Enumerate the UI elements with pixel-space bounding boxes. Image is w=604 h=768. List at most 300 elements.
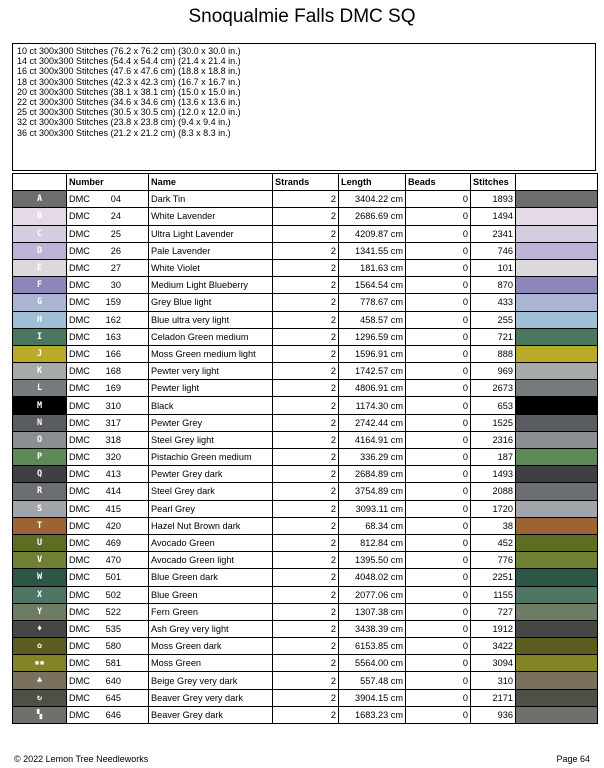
symbol-cell: Y	[13, 603, 67, 620]
length-cell: 1341.55 cm	[339, 242, 406, 259]
floss-code: 580	[105, 641, 121, 652]
length-cell: 557.48 cm	[339, 672, 406, 689]
number-cell	[67, 517, 149, 534]
brand-label: DMC	[69, 383, 90, 394]
number-cell	[67, 500, 149, 517]
color-swatch	[516, 569, 598, 586]
length-cell: 1174.30 cm	[339, 397, 406, 414]
beads-cell: 0	[406, 449, 471, 466]
floss-code: 469	[105, 538, 121, 549]
color-swatch	[516, 466, 598, 483]
stitches-cell: 452	[471, 534, 516, 551]
stitches-cell: 38	[471, 517, 516, 534]
number-cell	[67, 552, 149, 569]
number-cell	[67, 225, 149, 242]
floss-code: 470	[105, 555, 121, 566]
table-row	[13, 311, 598, 328]
floss-code: 502	[105, 589, 121, 600]
beads-cell: 0	[406, 517, 471, 534]
floss-code: 317	[105, 417, 121, 428]
brand-label: DMC	[69, 280, 90, 291]
length-cell: 68.34 cm	[339, 517, 406, 534]
length-cell: 3093.11 cm	[339, 500, 406, 517]
brand-label: DMC	[69, 417, 90, 428]
number-cell	[67, 638, 149, 655]
brand-label: DMC	[69, 503, 90, 514]
stitches-cell: 2341	[471, 225, 516, 242]
number-cell	[67, 259, 149, 276]
beads-cell: 0	[406, 586, 471, 603]
table-row	[13, 603, 598, 620]
stitches-cell: 310	[471, 672, 516, 689]
length-cell: 4209.87 cm	[339, 225, 406, 242]
name-cell: Pale Lavender	[149, 242, 273, 259]
brand-label: DMC	[69, 452, 90, 463]
name-cell: Black	[149, 397, 273, 414]
length-cell: 2742.44 cm	[339, 414, 406, 431]
table-row	[13, 363, 598, 380]
symbol-cell: M	[13, 397, 67, 414]
length-cell: 1564.54 cm	[339, 277, 406, 294]
length-cell: 458.57 cm	[339, 311, 406, 328]
color-swatch	[516, 259, 598, 276]
length-cell: 336.29 cm	[339, 449, 406, 466]
floss-code: 26	[110, 245, 121, 256]
floss-code: 420	[105, 520, 121, 531]
beads-cell: 0	[406, 363, 471, 380]
beads-cell: 0	[406, 672, 471, 689]
strands-cell: 2	[273, 534, 339, 551]
floss-code: 413	[105, 469, 121, 480]
number-cell	[67, 414, 149, 431]
table-row	[13, 620, 598, 637]
strands-cell: 2	[273, 294, 339, 311]
table-row	[13, 517, 598, 534]
symbol-cell: U	[13, 534, 67, 551]
stitches-cell: 101	[471, 259, 516, 276]
length-cell: 1395.50 cm	[339, 552, 406, 569]
stitches-cell: 1720	[471, 500, 516, 517]
number-cell	[67, 242, 149, 259]
table-row	[13, 534, 598, 551]
color-swatch	[516, 345, 598, 362]
footer-page-number: Page 64	[556, 754, 590, 764]
number-cell	[67, 277, 149, 294]
color-swatch	[516, 311, 598, 328]
footer-copyright: © 2022 Lemon Tree Needleworks	[14, 754, 149, 764]
table-row	[13, 191, 598, 208]
strands-cell: 2	[273, 706, 339, 723]
floss-code: 535	[105, 623, 121, 634]
floss-code: 24	[110, 211, 121, 222]
strands-cell: 2	[273, 466, 339, 483]
floss-code: 169	[105, 383, 121, 394]
stitches-cell: 1493	[471, 466, 516, 483]
number-cell	[67, 655, 149, 672]
color-swatch	[516, 672, 598, 689]
number-cell	[67, 620, 149, 637]
stitches-cell: 653	[471, 397, 516, 414]
symbol-cell: ♦	[13, 620, 67, 637]
fabric-size-line: 18 ct 300x300 Stitches (42.3 x 42.3 cm) (16.7 x 16.7 in.)	[17, 76, 241, 87]
color-swatch	[516, 586, 598, 603]
stitches-cell: 187	[471, 449, 516, 466]
floss-code: 522	[105, 606, 121, 617]
strands-cell: 2	[273, 449, 339, 466]
strands-cell: 2	[273, 242, 339, 259]
symbol-cell: T	[13, 517, 67, 534]
name-cell: Pewter Grey dark	[149, 466, 273, 483]
table-row	[13, 225, 598, 242]
color-swatch	[516, 397, 598, 414]
color-swatch	[516, 225, 598, 242]
number-cell	[67, 208, 149, 225]
floss-code: 415	[105, 503, 121, 514]
number-cell	[67, 586, 149, 603]
strands-cell: 2	[273, 277, 339, 294]
strands-cell: 2	[273, 655, 339, 672]
header-stitches: Stitches	[471, 174, 516, 191]
brand-label: DMC	[69, 228, 90, 239]
symbol-cell: N	[13, 414, 67, 431]
beads-cell: 0	[406, 277, 471, 294]
strands-cell: 2	[273, 586, 339, 603]
length-cell: 5564.00 cm	[339, 655, 406, 672]
beads-cell: 0	[406, 345, 471, 362]
table-row	[13, 414, 598, 431]
brand-label: DMC	[69, 606, 90, 617]
strands-cell: 2	[273, 191, 339, 208]
stitches-cell: 870	[471, 277, 516, 294]
name-cell: Moss Green dark	[149, 638, 273, 655]
brand-label: DMC	[69, 348, 90, 359]
symbol-cell: D	[13, 242, 67, 259]
floss-code: 318	[105, 434, 121, 445]
name-cell: Hazel Nut Brown dark	[149, 517, 273, 534]
beads-cell: 0	[406, 706, 471, 723]
brand-label: DMC	[69, 469, 90, 480]
length-cell: 2077.06 cm	[339, 586, 406, 603]
header-name: Name	[149, 174, 273, 191]
brand-label: DMC	[69, 263, 90, 274]
brand-label: DMC	[69, 623, 90, 634]
symbol-cell: I	[13, 328, 67, 345]
table-row	[13, 380, 598, 397]
floss-code: 501	[105, 572, 121, 583]
floss-code: 310	[105, 400, 121, 411]
strands-cell: 2	[273, 380, 339, 397]
name-cell: Fern Green	[149, 603, 273, 620]
brand-label: DMC	[69, 641, 90, 652]
floss-code: 581	[105, 658, 121, 669]
floss-code: 166	[105, 348, 121, 359]
strands-cell: 2	[273, 431, 339, 448]
brand-label: DMC	[69, 245, 90, 256]
number-cell	[67, 363, 149, 380]
name-cell: Grey Blue light	[149, 294, 273, 311]
stitches-cell: 3094	[471, 655, 516, 672]
name-cell: Celadon Green medium	[149, 328, 273, 345]
stitches-cell: 936	[471, 706, 516, 723]
name-cell: Blue Green	[149, 586, 273, 603]
table-row	[13, 500, 598, 517]
symbol-cell: R	[13, 483, 67, 500]
stitches-cell: 1155	[471, 586, 516, 603]
table-row	[13, 655, 598, 672]
floss-code: 27	[110, 263, 121, 274]
length-cell: 2684.89 cm	[339, 466, 406, 483]
floss-code: 04	[110, 194, 121, 205]
fabric-size-line: 10 ct 300x300 Stitches (76.2 x 76.2 cm) (30.0 x 30.0 in.)	[17, 46, 241, 56]
number-cell	[67, 672, 149, 689]
strands-cell: 2	[273, 225, 339, 242]
length-cell: 4806.91 cm	[339, 380, 406, 397]
floss-code: 168	[105, 366, 121, 377]
name-cell: Ash Grey very light	[149, 620, 273, 637]
stitches-cell: 776	[471, 552, 516, 569]
stitches-cell: 2673	[471, 380, 516, 397]
strands-cell: 2	[273, 363, 339, 380]
color-swatch	[516, 620, 598, 637]
strands-cell: 2	[273, 483, 339, 500]
color-swatch	[516, 706, 598, 723]
name-cell: Pewter very light	[149, 363, 273, 380]
beads-cell: 0	[406, 397, 471, 414]
number-cell	[67, 431, 149, 448]
table-row	[13, 328, 598, 345]
brand-label: DMC	[69, 211, 90, 222]
color-swatch	[516, 603, 598, 620]
symbol-cell: X	[13, 586, 67, 603]
floss-code: 162	[105, 314, 121, 325]
name-cell: White Lavender	[149, 208, 273, 225]
name-cell: Blue ultra very light	[149, 311, 273, 328]
beads-cell: 0	[406, 414, 471, 431]
beads-cell: 0	[406, 294, 471, 311]
length-cell: 1742.57 cm	[339, 363, 406, 380]
floss-table	[12, 173, 598, 724]
beads-cell: 0	[406, 603, 471, 620]
length-cell: 1307.38 cm	[339, 603, 406, 620]
floss-code: 645	[105, 692, 121, 703]
strands-cell: 2	[273, 638, 339, 655]
brand-label: DMC	[69, 572, 90, 583]
brand-label: DMC	[69, 709, 90, 720]
stitches-cell: 746	[471, 242, 516, 259]
table-row	[13, 294, 598, 311]
table-header-row	[13, 174, 598, 191]
symbol-cell: ▪▪	[13, 655, 67, 672]
brand-label: DMC	[69, 692, 90, 703]
name-cell: Moss Green medium light	[149, 345, 273, 362]
strands-cell: 2	[273, 569, 339, 586]
fabric-size-line: 16 ct 300x300 Stitches (47.6 x 47.6 cm) (18.8 x 18.8 in.)	[17, 66, 241, 77]
table-row	[13, 277, 598, 294]
table-row	[13, 466, 598, 483]
name-cell: Beige Grey very dark	[149, 672, 273, 689]
floss-code: 30	[110, 280, 121, 291]
length-cell: 1596.91 cm	[339, 345, 406, 362]
length-cell: 3404.22 cm	[339, 191, 406, 208]
fabric-size-line: 14 ct 300x300 Stitches (54.4 x 54.4 cm) (21.4 x 21.4 in.)	[17, 56, 241, 67]
table-row	[13, 208, 598, 225]
symbol-cell: B	[13, 208, 67, 225]
table-row	[13, 552, 598, 569]
brand-label: DMC	[69, 589, 90, 600]
strands-cell: 2	[273, 414, 339, 431]
strands-cell: 2	[273, 345, 339, 362]
stitches-cell: 433	[471, 294, 516, 311]
symbol-cell: E	[13, 259, 67, 276]
length-cell: 4048.02 cm	[339, 569, 406, 586]
strands-cell: 2	[273, 672, 339, 689]
stitches-cell: 1912	[471, 620, 516, 637]
beads-cell: 0	[406, 328, 471, 345]
beads-cell: 0	[406, 380, 471, 397]
name-cell: Avocado Green light	[149, 552, 273, 569]
beads-cell: 0	[406, 466, 471, 483]
color-swatch	[516, 294, 598, 311]
name-cell: Pewter light	[149, 380, 273, 397]
table-row	[13, 689, 598, 706]
table-row	[13, 259, 598, 276]
strands-cell: 2	[273, 603, 339, 620]
strands-cell: 2	[273, 397, 339, 414]
stitches-cell: 2171	[471, 689, 516, 706]
number-cell	[67, 689, 149, 706]
stitches-cell: 1525	[471, 414, 516, 431]
stitches-cell: 2088	[471, 483, 516, 500]
name-cell: Dark Tin	[149, 191, 273, 208]
beads-cell: 0	[406, 483, 471, 500]
strands-cell: 2	[273, 689, 339, 706]
name-cell: Blue Green dark	[149, 569, 273, 586]
brand-label: DMC	[69, 658, 90, 669]
brand-label: DMC	[69, 675, 90, 686]
stitches-cell: 1893	[471, 191, 516, 208]
length-cell: 3904.15 cm	[339, 689, 406, 706]
header-beads: Beads	[406, 174, 471, 191]
color-swatch	[516, 431, 598, 448]
beads-cell: 0	[406, 259, 471, 276]
length-cell: 4164.91 cm	[339, 431, 406, 448]
number-cell	[67, 328, 149, 345]
symbol-cell: G	[13, 294, 67, 311]
stitches-cell: 969	[471, 363, 516, 380]
symbol-cell: O	[13, 431, 67, 448]
symbol-cell: W	[13, 569, 67, 586]
floss-code: 646	[105, 709, 121, 720]
stitches-cell: 3422	[471, 638, 516, 655]
length-cell: 2686.69 cm	[339, 208, 406, 225]
color-swatch	[516, 277, 598, 294]
fabric-size-line: 22 ct 300x300 Stitches (34.6 x 34.6 cm) (13.6 x 13.6 in.)	[17, 97, 241, 108]
floss-code: 640	[105, 675, 121, 686]
number-cell	[67, 380, 149, 397]
number-cell	[67, 311, 149, 328]
length-cell: 181.63 cm	[339, 259, 406, 276]
floss-code: 163	[105, 331, 121, 342]
name-cell: Medium Light Blueberry	[149, 277, 273, 294]
color-swatch	[516, 363, 598, 380]
brand-label: DMC	[69, 297, 90, 308]
color-swatch	[516, 517, 598, 534]
color-swatch	[516, 552, 598, 569]
beads-cell: 0	[406, 689, 471, 706]
symbol-cell: S	[13, 500, 67, 517]
name-cell: Ultra Light Lavender	[149, 225, 273, 242]
strands-cell: 2	[273, 208, 339, 225]
beads-cell: 0	[406, 534, 471, 551]
strands-cell: 2	[273, 517, 339, 534]
length-cell: 3754.89 cm	[339, 483, 406, 500]
table-row	[13, 483, 598, 500]
fabric-size-line: 20 ct 300x300 Stitches (38.1 x 38.1 cm) (15.0 x 15.0 in.)	[17, 86, 241, 97]
color-swatch	[516, 638, 598, 655]
name-cell: Pearl Grey	[149, 500, 273, 517]
fabric-sizes-box	[12, 43, 596, 171]
number-cell	[67, 534, 149, 551]
table-row	[13, 706, 598, 723]
floss-code: 25	[110, 228, 121, 239]
name-cell: Moss Green	[149, 655, 273, 672]
color-swatch	[516, 208, 598, 225]
fabric-size-line: 32 ct 300x300 Stitches (23.8 x 23.8 cm) (9.4 x 9.4 in.)	[17, 117, 231, 128]
brand-label: DMC	[69, 400, 90, 411]
brand-label: DMC	[69, 194, 90, 205]
strands-cell: 2	[273, 620, 339, 637]
number-cell	[67, 345, 149, 362]
brand-label: DMC	[69, 366, 90, 377]
symbol-cell: Q	[13, 466, 67, 483]
length-cell: 812.84 cm	[339, 534, 406, 551]
name-cell: Avocado Green	[149, 534, 273, 551]
header-strands: Strands	[273, 174, 339, 191]
symbol-cell: C	[13, 225, 67, 242]
header-number: Number	[67, 174, 149, 191]
brand-label: DMC	[69, 555, 90, 566]
beads-cell: 0	[406, 638, 471, 655]
beads-cell: 0	[406, 655, 471, 672]
length-cell: 1296.59 cm	[339, 328, 406, 345]
color-swatch	[516, 414, 598, 431]
brand-label: DMC	[69, 314, 90, 325]
color-swatch	[516, 689, 598, 706]
symbol-cell: ↻	[13, 689, 67, 706]
beads-cell: 0	[406, 208, 471, 225]
symbol-cell: V	[13, 552, 67, 569]
color-swatch	[516, 191, 598, 208]
number-cell	[67, 483, 149, 500]
length-cell: 778.67 cm	[339, 294, 406, 311]
beads-cell: 0	[406, 242, 471, 259]
strands-cell: 2	[273, 552, 339, 569]
page-title: Snoqualmie Falls DMC SQ	[188, 6, 416, 27]
symbol-cell: ▚	[13, 706, 67, 723]
symbol-cell: J	[13, 345, 67, 362]
table-row	[13, 569, 598, 586]
length-cell: 6153.85 cm	[339, 638, 406, 655]
name-cell: Beaver Grey very dark	[149, 689, 273, 706]
fabric-size-line: 25 ct 300x300 Stitches (30.5 x 30.5 cm) (12.0 x 12.0 in.)	[17, 107, 241, 118]
name-cell: Beaver Grey dark	[149, 706, 273, 723]
floss-code: 159	[105, 297, 121, 308]
name-cell: Pewter Grey	[149, 414, 273, 431]
beads-cell: 0	[406, 552, 471, 569]
beads-cell: 0	[406, 311, 471, 328]
header-length: Length	[339, 174, 406, 191]
color-swatch	[516, 380, 598, 397]
